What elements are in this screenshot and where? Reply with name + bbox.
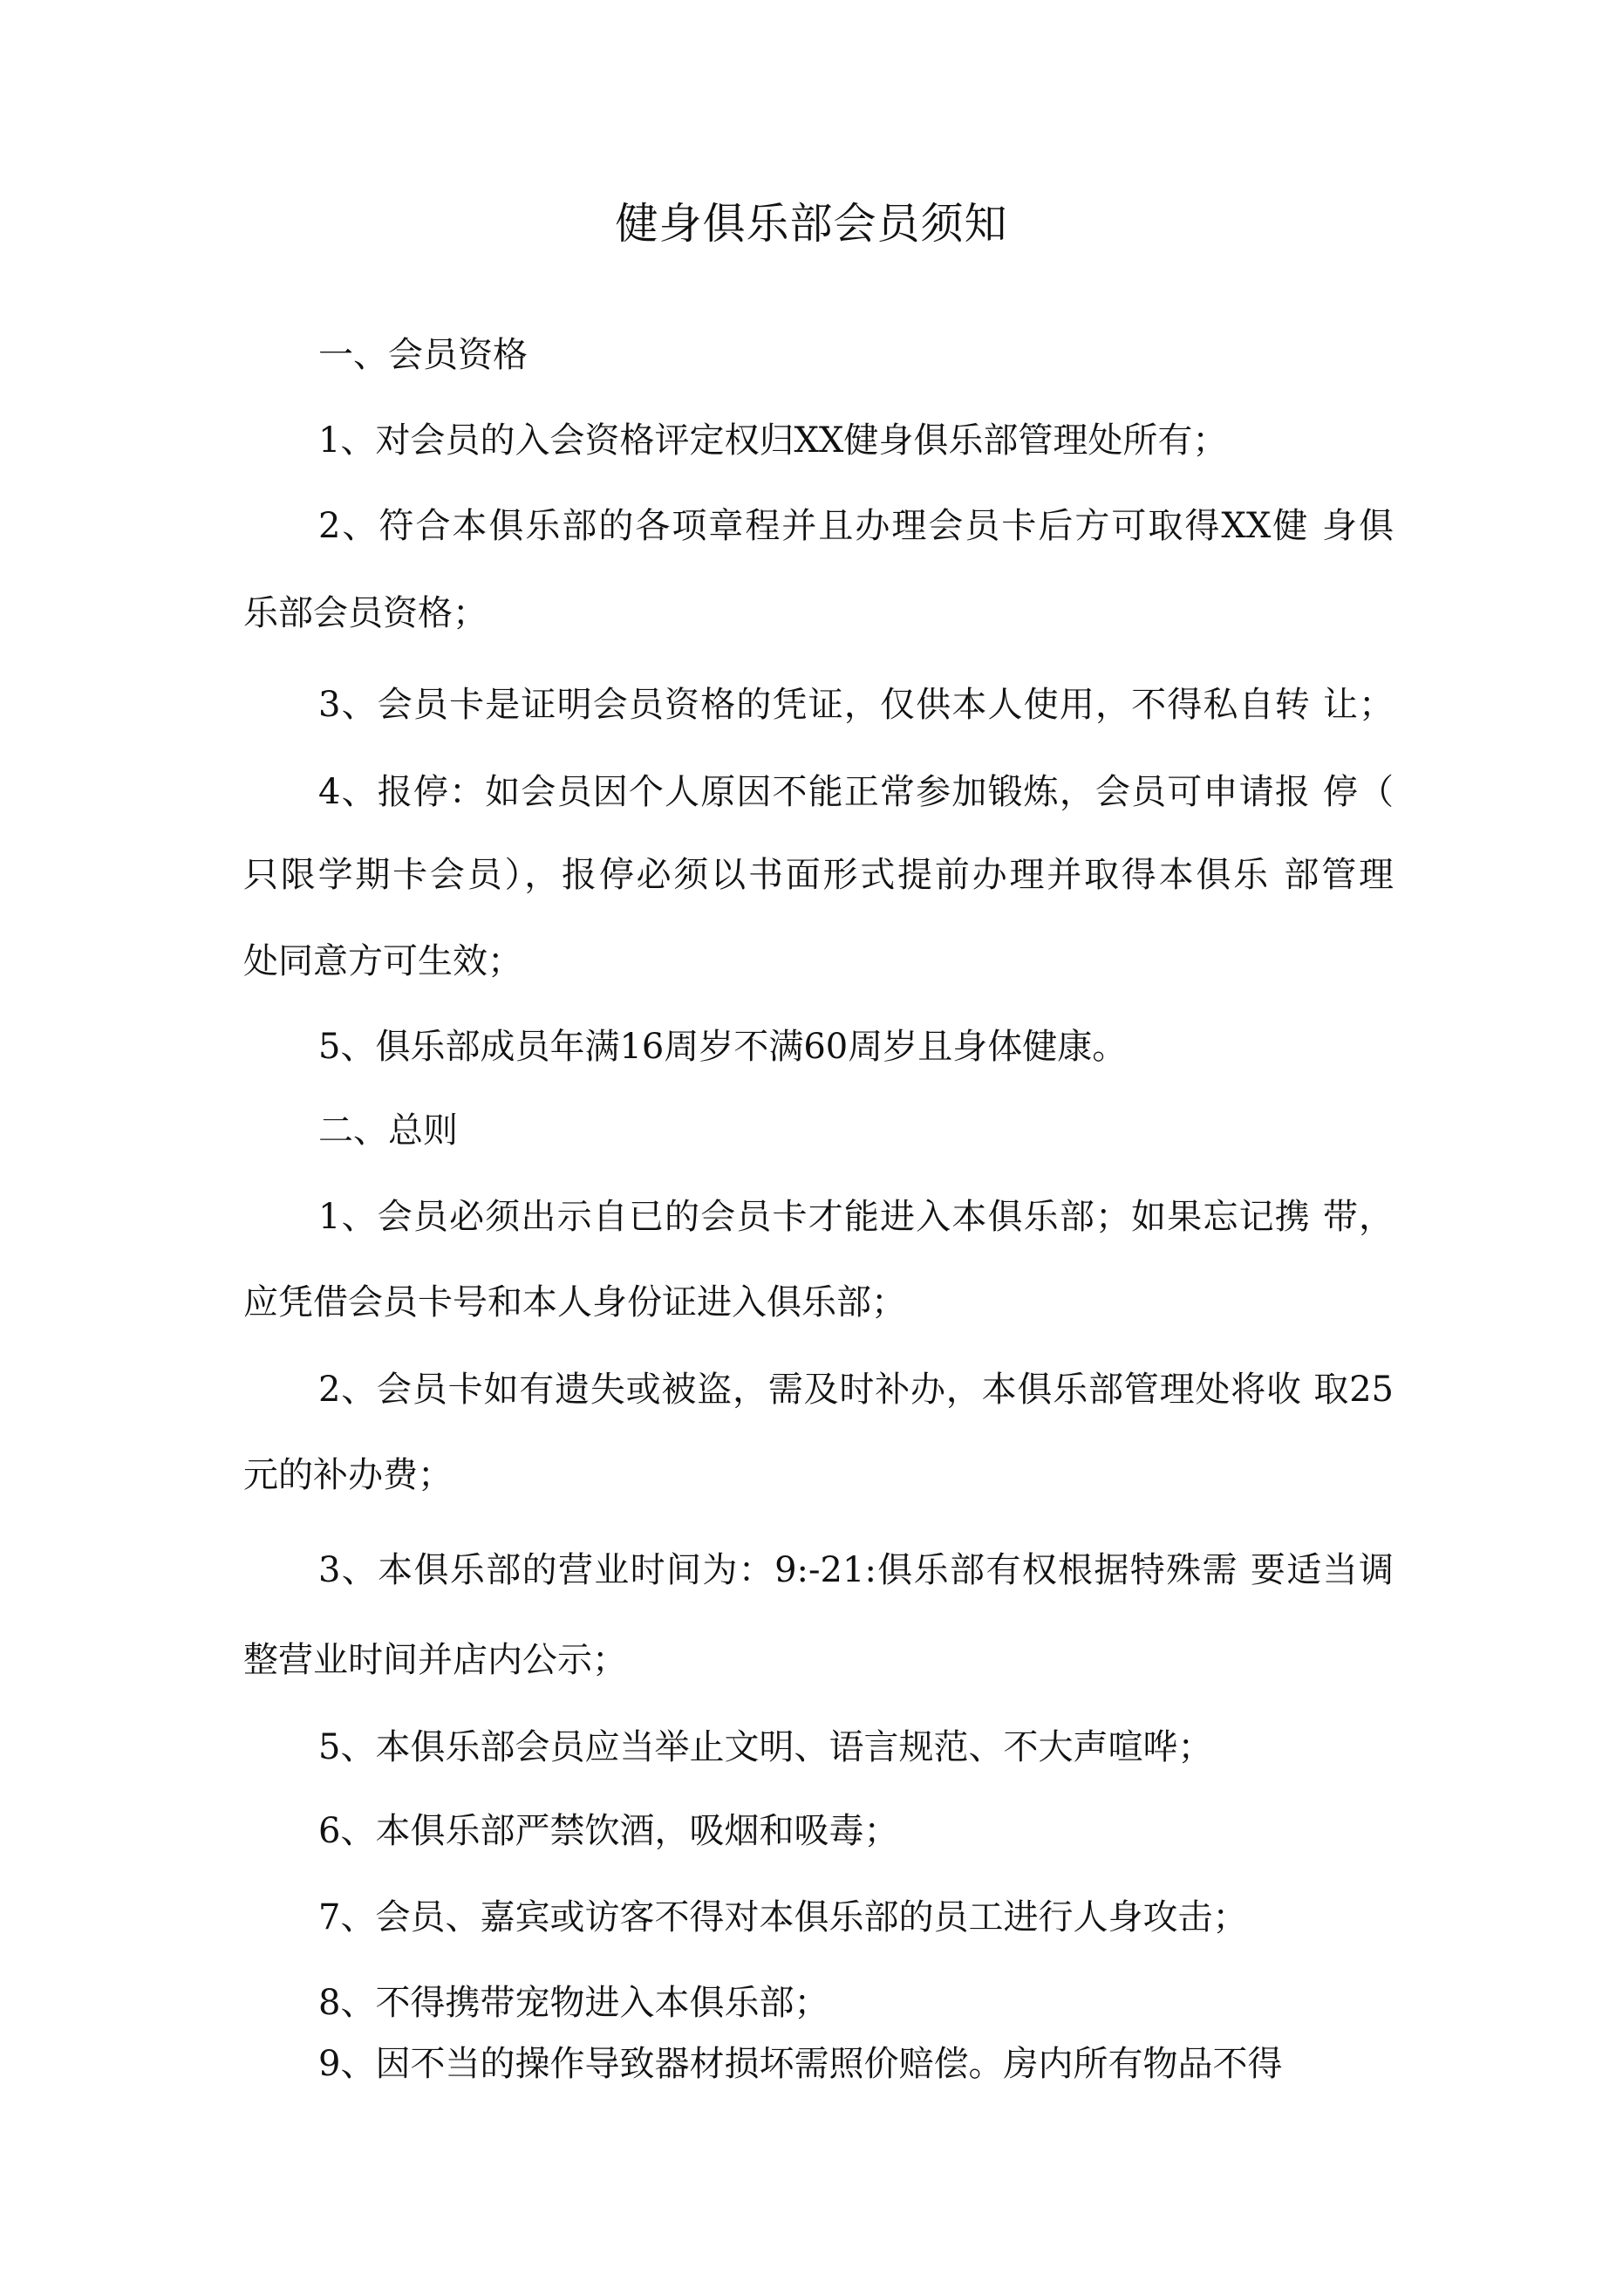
paragraph-line: 3、会员卡是证明会员资格的凭证，仅供本人使用，不得私自转 让； (318, 685, 1394, 725)
paragraph-line: 5、俱乐部成员年满16周岁不满60周岁且身体健康。 (318, 1027, 1128, 1067)
paragraph-line: 3、本俱乐部的营业时间为：9:-21:俱乐部有权根据特殊需 要适当调 (318, 1550, 1394, 1590)
paragraph-line: 整营业时间并店内公示； (243, 1640, 627, 1680)
paragraph-line: 4、报停：如会员因个人原因不能正常参加锻炼，会员可申请报 停（ (318, 772, 1394, 812)
paragraph-line: 7、会员、嘉宾或访客不得对本俱乐部的员工进行人身攻击； (318, 1897, 1248, 1937)
paragraph-line: 6、本俱乐部严禁饮酒，吸烟和吸毒； (318, 1811, 899, 1851)
paragraph-line: 元的补办费； (243, 1455, 453, 1495)
paragraph-line: 1、会员必须出示自已的会员卡才能进入本俱乐部；如果忘记携 带， (318, 1197, 1394, 1237)
paragraph-line: 乐部会员资格； (243, 593, 488, 633)
document-title: 健身俱乐部会员须知 (615, 199, 1008, 249)
paragraph-line: 只限学期卡会员），报停必须以书面形式提前办理并取得本俱乐 部管理 (243, 855, 1394, 895)
paragraph-line: 处同意方可生效； (243, 941, 522, 981)
section-heading-general-rules: 二、总则 (318, 1110, 458, 1151)
paragraph-line: 2、会员卡如有遗失或被盗，需及时补办，本俱乐部管理处将收 取25 (318, 1370, 1394, 1410)
paragraph-line: 应凭借会员卡号和本人身份证进入俱乐部； (243, 1282, 906, 1322)
paragraph-line: 5、本俱乐部会员应当举止文明、语言规范、不大声喧哗； (318, 1727, 1213, 1767)
paragraph-line: 2、符合本俱乐部的各项章程并且办理会员卡后方可取得XX健 身俱 (318, 506, 1394, 546)
paragraph-line: 1、对会员的入会资格评定权归XX健身俱乐部管理处所有； (318, 420, 1228, 461)
section-heading-membership: 一、会员资格 (318, 335, 528, 375)
paragraph-line: 8、不得携带宠物进入本俱乐部； (318, 1983, 829, 2023)
paragraph-line: 9、因不当的操作导致器材损坏需照价赔偿。房内所有物品不得 (318, 2044, 1283, 2084)
